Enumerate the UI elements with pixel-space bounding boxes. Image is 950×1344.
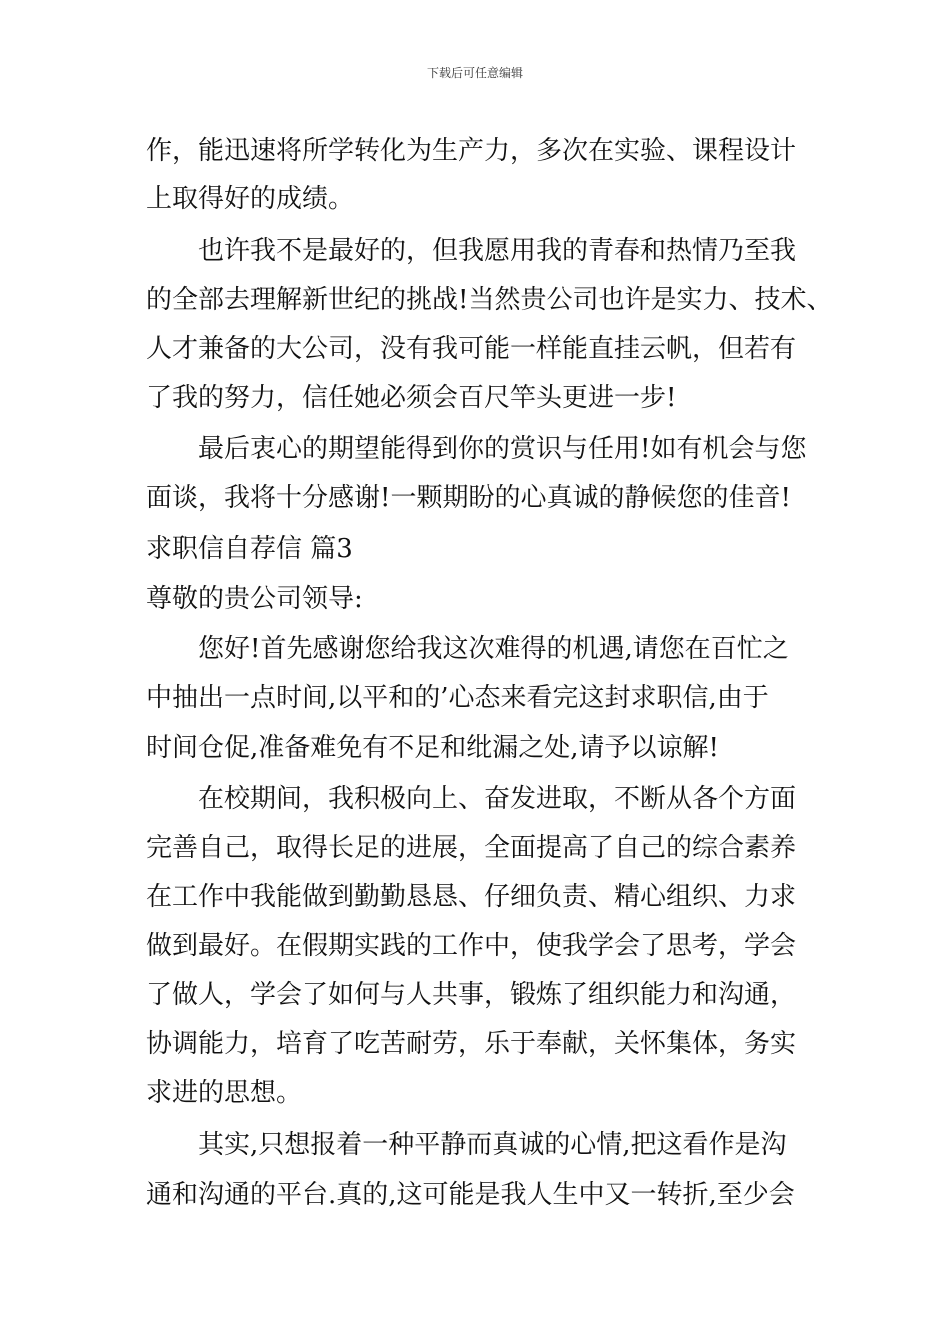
text-line: 上取得好的成绩。: [146, 184, 355, 214]
paragraph-start-line: 最后衷心的期望能得到你的赏识与任用!如有机会与您: [198, 434, 807, 464]
text-line: 的全部去理解新世纪的挑战!当然贵公司也许是实力、技术、: [146, 285, 833, 315]
text-line: 了我的努力，信任她必须会百尺竿头更进一步!: [146, 383, 677, 413]
paragraph-start-line: 也许我不是最好的，但我愿用我的青春和热情乃至我: [198, 236, 797, 266]
text-line: 在工作中我能做到勤勤恳恳、仔细负责、精心组织、力求: [146, 882, 797, 912]
text-line: 通和沟通的平台.真的,这可能是我人生中又一转折,至少会: [146, 1180, 795, 1210]
text-line: 面谈，我将十分感谢!一颗期盼的心真诚的静候您的佳音!: [146, 483, 791, 513]
text-line: 求进的思想。: [146, 1078, 303, 1108]
text-line: 完善自己，取得长足的进展，全面提高了自己的综合素养: [146, 833, 797, 863]
text-line: 协调能力，培育了吃苦耐劳，乐于奉献，关怀集体，务实: [146, 1029, 797, 1059]
text-line: 中抽出一点时间,以平和的’心态来看完这封求职信,由于: [146, 683, 769, 713]
paragraph-start-line: 其实,只想报着一种平静而真诚的心情,把这看作是沟: [198, 1130, 787, 1160]
paragraph-start-line: 在校期间，我积极向上、奋发进取，不断从各个方面: [198, 784, 797, 814]
salutation: 尊敬的贵公司领导:: [146, 584, 363, 614]
text-line: 人才兼备的大公司，没有我可能一样能直挂云帆，但若有: [146, 334, 797, 364]
paragraph-start-line: 您好!首先感谢您给我这次难得的机遇,请您在百忙之: [198, 634, 789, 664]
text-line: 作，能迅速将所学转化为生产力，多次在实验、课程设计: [146, 136, 797, 166]
text-line: 时间仓促,准备难免有不足和纰漏之处,请予以谅解!: [146, 733, 719, 763]
page-header: 下载后可任意编辑: [426, 66, 523, 80]
text-line: 做到最好。在假期实践的工作中，使我学会了思考，学会: [146, 931, 797, 961]
text-line: 了做人，学会了如何与人共事，锻炼了组织能力和沟通，: [146, 980, 797, 1010]
section-heading: 求职信自荐信 篇3: [146, 534, 353, 564]
